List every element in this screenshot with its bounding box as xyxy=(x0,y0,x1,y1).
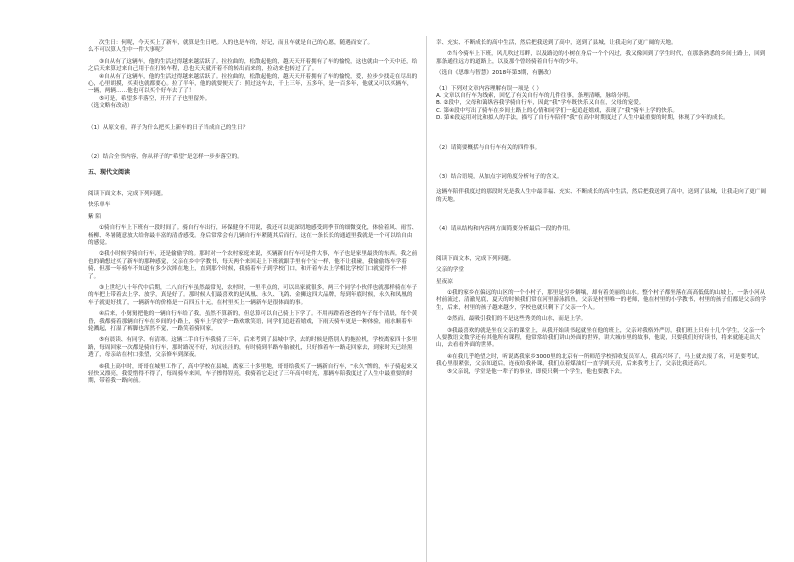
article-para-4: ④后来，小舅舅把他的一辆自行车给了我，虽然不算新的，但总算可以自己骑上下学了。不用再蹬着爸爸的车子每个清晨，每个黄昏，我都骑着那辆自行车在乡间的小路上，骑车上学放学一路欢歌笑语，同学们追赶着嬉戏，下雨天骑车更是一种体验，雨水顺着车轮溅起，打湿了裤脚也浑然不觉，一路笑着骑回家。 xyxy=(88,311,418,332)
right-column xyxy=(436,0,768,562)
passage1-para-3: ③自从有了这辆车，他的生活过得越来越活跃了。拉拉曲的，松散起他的，越天天开着拥有了车的愉悦，这也就由一个天中还，给之后天来算过来自己用于在打转车程，总也天天就开着不的转出而来的，拉动来也转过了了。 xyxy=(88,58,418,73)
article2-para-3: ③我最喜欢的就是坐在父亲的课堂上，从我开始读书起就坐在他的班上，父亲对我格外严厉，我们班上只有十几个学生，父亲一个人要教语文数学还有其他所有课程，他常常给我们讲山外面的世界，讲大城市里的故事，他说，只要我们好好读书，将来就能走出大山，去看看外面的世界。 xyxy=(436,327,766,349)
article2-author: 星夜凉 xyxy=(436,278,453,285)
left-column xyxy=(88,0,418,562)
passage2-tail-1: 幸、充实、不断成长的高中生活，然后把我送到了高中，送到了县城，让我走向了更广阔的天地。 xyxy=(436,40,677,46)
question-2-3: （3）结合语境，从加点字词角度分析句子的含义。 xyxy=(436,174,563,181)
option-a: A. 文章以自行车为线索，回忆了有关自行车的几件往事，条理清晰，脉络分明。 xyxy=(436,93,634,100)
question-2-1: （1）下列对文章内容理解有误一项是（ ） xyxy=(436,85,543,92)
passage1-para-1: 次生日：何呢，今天买上了新车，就算是生日吧。人的也是车的，好记，而且车就是自己的心愿，随遇而安了。 xyxy=(99,40,374,46)
reading-prompt: 阅读下面文本，完成下列问题。 xyxy=(88,190,167,197)
question-2-4: （4）请从结构和内容两方面简要分析最后一段的作用。 xyxy=(436,226,574,233)
article-para-6: ⑥我上高中时，哥哥在城里工作了，高中学校在县城，离家三十多里地，哥哥给我买了一辆新自行车，“永久”牌的，车子骑起来又轻快又漂亮，我爱惜得不得了，每周骑车来回，车子擦得锃亮，我骑着它走过了三年高中时光，那辆车陪我度过了人生中最重要的时期，带着我一路向前。 xyxy=(88,363,418,385)
passage1-para-2: 么不可以算人生中一件大事呢？ xyxy=(88,47,167,54)
option-b: B. ②段中，父母和蔼纵容我学骑自行车，因此“我”学车既快乐又自在，父母的宠爱。 xyxy=(436,100,645,107)
article2-title: 父亲的学堂 xyxy=(436,267,464,274)
article2-para-2: ②然而，最吸引我们的不是这些秀美的山水，而是上学。 xyxy=(447,316,587,323)
option-d: D. 第⑥段运用对比和拟人的手法，描写了自行车陪伴“我”在高中时期度过了人生中最重要的时期，体现了少年的成长。 xyxy=(436,115,729,122)
section-heading: 五、现代文阅读 xyxy=(88,169,131,177)
question-2-3-quote: 这辆车陪伴我度过的那段时光是我人生中最幸福、充实、不断成长的高中生活，然后把我送到了高中，送到了县城，让我走向了更广阔的天地。 xyxy=(436,189,767,203)
question-2-2: （2）请简要概括与自行车有关的四件事。 xyxy=(436,144,541,151)
article-para-5: ⑤有晨读、有同学、有清寒。这辆二手自行车我骑了三年，后来考到了县城中学，去的时候是搭别人的拖拉机，学校离家四十多里路，每周回家一次都是骑自行车，那时路况不好，坑坑洼洼的，有时骑到半路车胎被扎，只好推着车一路走回家去，到家时天已经黑透了，母亲站在村口张望，父亲修车到深夜。 xyxy=(88,337,418,359)
question-1-1: （1）从原文看，祥子为什么把买上新车的日子当成自己的生日？ xyxy=(88,124,249,131)
article2-para-5: ⑤父亲说，学堂是他一辈子的事业，即使只剩一个学生，他也要教下去。 xyxy=(447,368,626,375)
reading-prompt-2: 阅读下面文本，完成下列问题。 xyxy=(436,255,515,262)
article-para-2: ②我小时候学骑自行车，还是偷偷学的。那时对一个农村家庭来说，买辆新自行车可是件大事，车子也是家里最贵的东西。我之前也的确想过买了新车的那种感觉，父亲在乡中学教书，每天两个来回走上下班就跟手里有个宝一样，他不让我碰，我偷偷练车学着骑，但那一年骑车不知道有多少次摔在地上，直到那个时候，我骑着车子到学校门口，和开着车去上学相比学校门口就觉得不一样了。 xyxy=(88,251,418,280)
passage2-tail-2: ⑦当今骑车上下班，风儿吹过耳畔，以及路边的小树在身后一个个闪过，我又像回到了学生时代，在那条熟悉的乡间土路上，回到那条通往远方的道路上，以及那个曾经骑着自行车的少年。 xyxy=(436,51,766,65)
passage1-source: （选文略有改动） xyxy=(88,103,133,110)
article2-para-4: ④在我几乎绝望之时，听说离我家乡3000里的北京有一所师范学校招收复员军人，我高兴坏了，马上就去报了名，可是要考试，我心里很紧张，父亲知道后，连夜给我补课，我们点着煤油灯一直学到天亮，后来我考上了，父亲比我还高兴。 xyxy=(436,353,763,368)
question-1-2: （2）结合全书内容，你从祥子的“希望”是怎样一步步落空的。 xyxy=(88,154,243,161)
article2-para-1: ①我的家乡在偏远的山区的一个小村子，那里是穷乡僻壤，却有着美丽的山水。整个村子都坐落在高高低低的山坡上，一条小河从村前流过，清澈见底，夏天的时候我们常在河里游泳抓鱼，父亲是村里唯一的老师，他在村里的小学教书，村里的孩子们都是父亲的学生，后来，村里的孩子越来越少，学校也就只剩下了父亲一个人。 xyxy=(436,289,767,311)
column-divider xyxy=(426,36,427,562)
article-title: 快乐单车 xyxy=(88,202,111,209)
article-para-1: ①骑自行车上下班有一段时间了。骑自行车出行，环保健身不用说，我还可以更深切地感受到季节的细微变化，体验着风、雨雪、杨柳、冬暑随意放大给你最丰富的清香感受。身后常常会有几辆自行车紧随其后而行，这在一条长长的通道里我就是一个可以给自由的感觉。 xyxy=(88,225,418,246)
article-author: 紫 陌 xyxy=(88,213,101,220)
option-c: C. 第④段中写出了骑车在乡间土路上的心情和同学们一起追赶嬉戏，表现了“我”骑车上学的快乐。 xyxy=(436,107,679,114)
passage1-para-4: ④自从有了这辆车，他的生活过得越来越活跃了。拉拉曲的，松散起他的，越天天开着拥有了车的愉悦，爱，拉步少找走在尽出的心，心里胡摸，买卖也就都要心。拉了半年，他的就要便天了：照过这车去，千上三年，五多年，是一百多年，他就又可以买辆车，一辆，两辆……他也可以买个好车去了了！ xyxy=(88,73,418,95)
article-para-3: ③上世纪八十年代中后期，二八自行车虽然最常见，农村时，一里半点的，可以出家就很多，两三个同学小伙伴也就那样骑在车子的车把上带着去上学、放学，真是好了。那时候人们最喜欢的是凤凰、永久、飞鸽、金狮这四大品牌，每到年底时候，永久和凤凰的车子就更好找了，一辆新车的价格是一百四五十元，在村里买上一辆新车是很体面的事。 xyxy=(88,284,418,306)
passage2-source: （选自《思维与智慧》2018年第3期，有删改） xyxy=(436,70,555,77)
passage1-para-5: ⑤可是，希望多半落空，开开了子也里留外。 xyxy=(99,95,211,102)
